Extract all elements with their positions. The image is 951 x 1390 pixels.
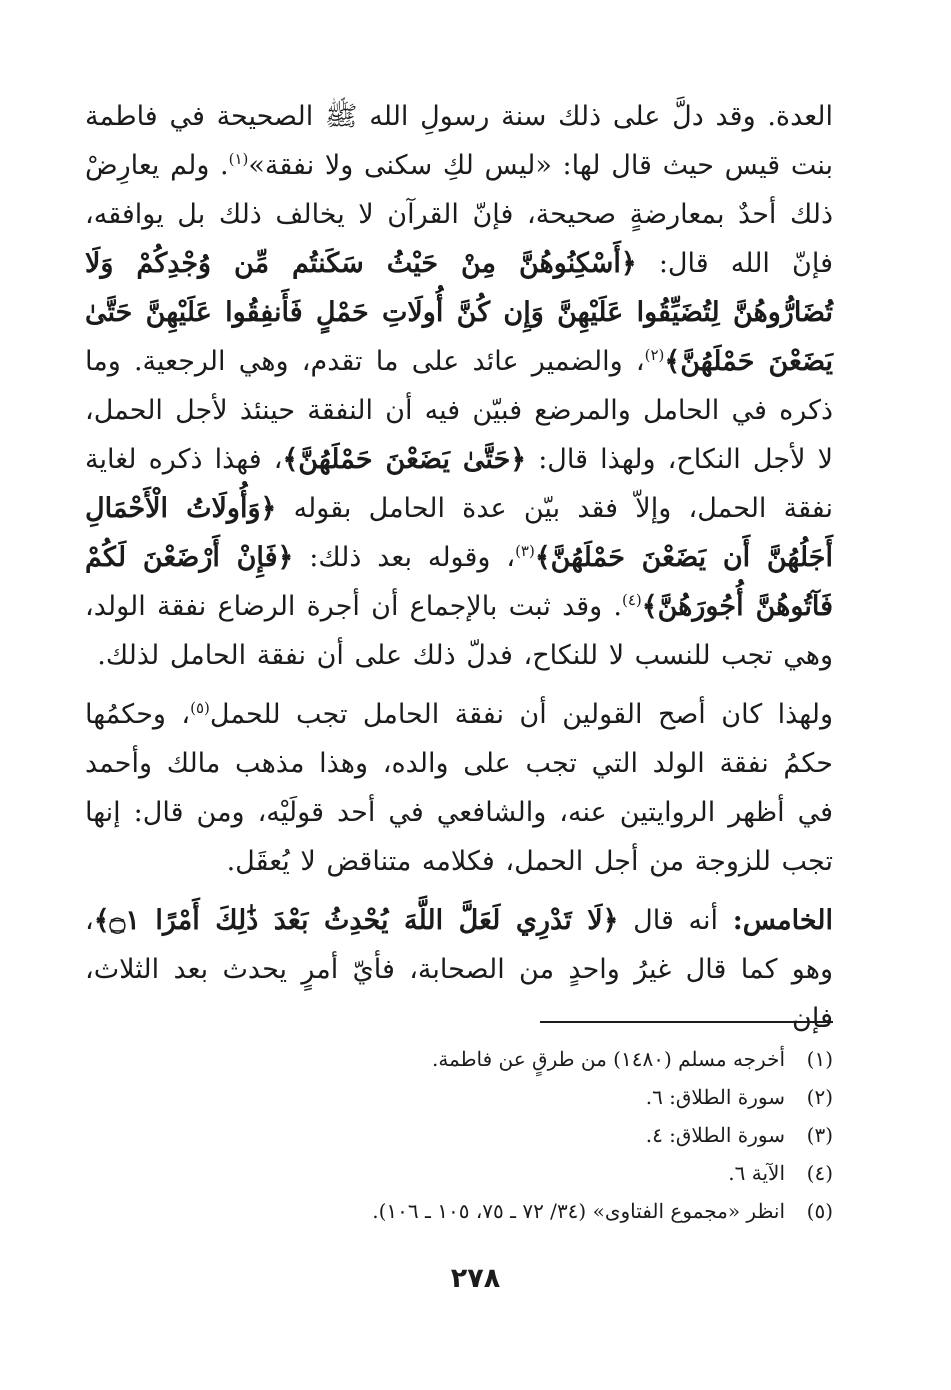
text-run: ولهذا كان أصح القولين أن نفقة الحامل تجب للحمل	[209, 699, 834, 730]
text-run: أنه قال	[618, 905, 733, 936]
section-lead: الخامس:	[732, 905, 833, 936]
footnote-ref: (٥)	[190, 699, 210, 717]
footnote-ref: (٤)	[622, 591, 642, 609]
footnote-ref: (٢)	[644, 346, 665, 364]
text-run: ، وهو كما قال غيرُ واحدٍ من الصحابة، فأيّ أمرٍ يحدث بعد الثلاث، فإن	[85, 905, 833, 1034]
text-run: ، وحكمُها حكمُ نفقة الولد التي تجب على والده، وهذا مذهب مالك وأحمد في أظهر الروايتين عنه، والشافعي في أحد قولَيْه، ومن قال: إنها تجب للزوجة من أجل الحمل، فكلامه متناقض لا يُعقَل.	[85, 699, 833, 877]
footnote-ref: (١)	[228, 150, 249, 168]
footnote-text: أخرجه مسلم (١٤٨٠) من طرقٍ عن فاطمة.	[431, 1047, 785, 1071]
quran-verse: ﴿حَتَّىٰ يَضَعْنَ حَمْلَهُنَّ﴾	[282, 444, 527, 475]
page-number: ٢٧٨	[450, 1263, 501, 1294]
footnote-divider	[540, 1021, 833, 1023]
quran-verse: ﴿لَا تَدْرِي لَعَلَّ اللَّهَ يُحْدِثُ بَعْدَ ذَٰلِكَ أَمْرًا ۝١﴾	[93, 905, 619, 936]
paragraph-2	[85, 690, 833, 886]
footnotes-list	[85, 1040, 833, 1230]
footnote-text: سورة الطلاق: ٤.	[645, 1123, 785, 1147]
text-run: العدة. وقد دلَّ على ذلك سنة رسولِ الله ﷺ الصحيحة في فاطمة بنت قيس حيث قال لها: «ليس لكِ سكنى ولا نفقة»	[85, 101, 833, 181]
footnote-text: سورة الطلاق: ٦.	[645, 1085, 785, 1109]
footnote-item	[85, 1154, 833, 1192]
text-run: . ولم يعارِضْ ذلك أحدٌ بمعارضةٍ صحيحة، فإنّ القرآن لا يخالف ذلك بل يوافقه، فإنّ الله قال:	[85, 150, 834, 279]
footnote-number: (٥)	[806, 1199, 833, 1223]
quran-verse: ﴿وَأُولَاتُ الْأَحْمَالِ أَجَلُهُنَّ أَن يَضَعْنَ حَمْلَهُنَّ﴾	[85, 493, 833, 573]
footnote-text: الآية ٦.	[728, 1161, 785, 1185]
footnote-ref: (٣)	[515, 542, 535, 560]
footnote-number: (٣)	[806, 1123, 833, 1147]
footnote-number: (٤)	[806, 1161, 833, 1185]
text-run: ، فهذا ذكره لغاية نفقة الحمل، وإلاّ فقد بيّن عدة الحامل بقوله	[85, 444, 833, 524]
main-text	[85, 92, 833, 1043]
footnote-item	[85, 1040, 833, 1078]
footnote-item	[85, 1116, 833, 1154]
footnote-text: انظر «مجموع الفتاوى» (٣٤/ ٧٢ ـ ٧٥، ١٠٥ ـ ١٠٦).	[372, 1199, 785, 1223]
text-run: ، والضمير عائد على ما تقدم، وهي الرجعية. وما ذكره في الحامل والمرضع فبيّن فيه أن النفقة حينئذ لأجل الحمل، لا لأجل النكاح، ولهذا قال:	[85, 346, 833, 475]
footnote-item	[85, 1078, 833, 1116]
paragraph-1	[85, 92, 833, 680]
footnote-item	[85, 1192, 833, 1230]
text-run: . وقد ثبت بالإجماع أن أجرة الرضاع نفقة الولد، وهي تجب للنسب لا للنكاح، فدلّ ذلك على أن نفقة الحامل لذلك.	[85, 591, 833, 671]
text-run: ، وقوله بعد ذلك:	[293, 542, 516, 573]
quran-verse: ﴿فَإِنْ أَرْضَعْنَ لَكُمْ فَآتُوهُنَّ أُجُورَهُنَّ﴾	[85, 542, 833, 622]
footnote-number: (٢)	[806, 1085, 833, 1109]
footnote-number: (١)	[806, 1047, 833, 1071]
quran-verse: ﴿أَسْكِنُوهُنَّ مِنْ حَيْثُ سَكَنتُم مِّن وُجْدِكُمْ وَلَا تُضَارُّوهُنَّ لِتُضَيِّقُوا عَلَيْهِنَّ وَإِن كُنَّ أُولَاتِ حَمْلٍ فَأَنفِقُوا عَلَيْهِنَّ حَتَّىٰ يَضَعْنَ حَمْلَهُنَّ﴾	[85, 248, 833, 377]
